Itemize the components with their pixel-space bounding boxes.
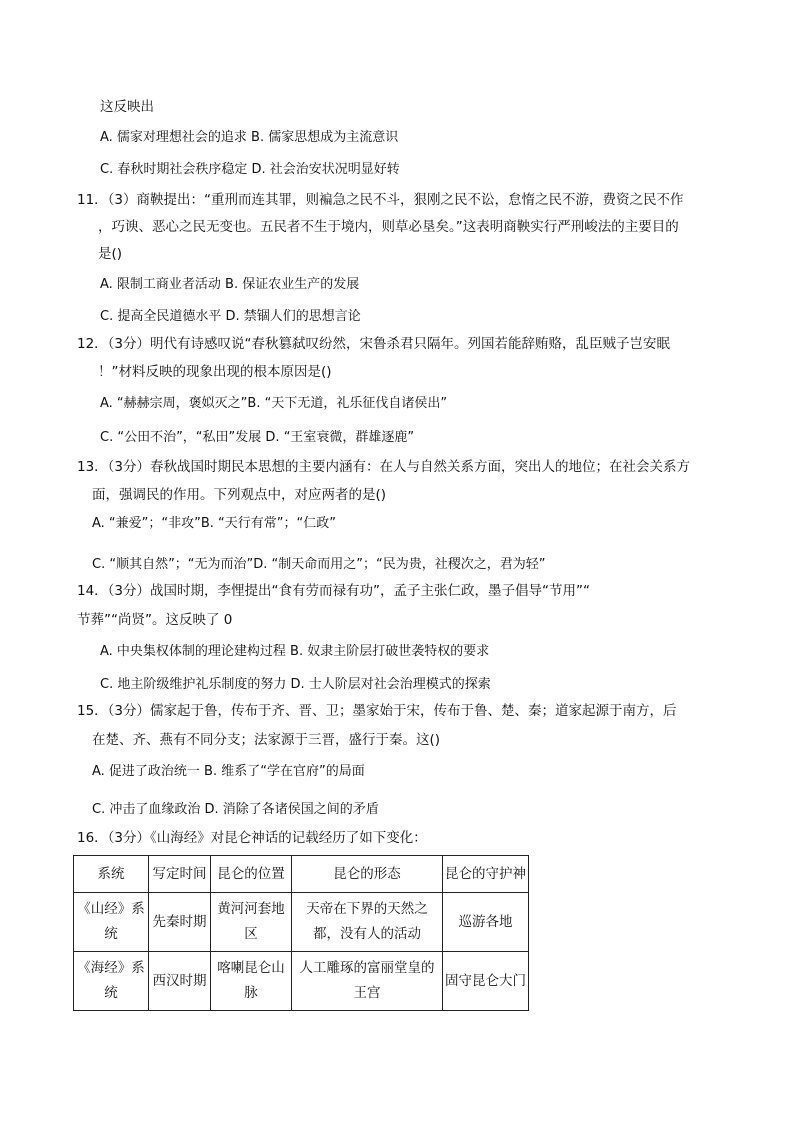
table-cell: 人工雕琢的富丽堂皇的王宫 <box>292 952 443 1011</box>
table-cell: 固守昆仑大门 <box>443 952 529 1011</box>
table-header-cell: 系统 <box>74 856 149 893</box>
q15-stem-line2: 在楚、齐、燕有不同分支；法家源于三晋，盛行于秦。这() <box>92 732 441 748</box>
q14-stem-line2: 节葬”“尚贤”。这反映了 0 <box>77 612 233 628</box>
table-cell: 西汉时期 <box>149 952 211 1011</box>
q11-stem-line3: 是() <box>98 246 123 262</box>
q10-options-ab: A. 儒家对理想社会的追求 B. 儒家思想成为主流意识 <box>100 130 399 145</box>
q12-stem-line1: 12．（3分）明代有诗感叹说“春秋篡弑叹纷然，宋鲁杀君只隔年。列国若能辞贿赂，乱臣贼子岂安眠 <box>77 336 671 352</box>
table-cell: 先秦时期 <box>149 893 211 952</box>
q15-options-cd: C. 冲击了血缘政治 D. 消除了各诸侯国之间的矛盾 <box>92 802 379 817</box>
kunlun-myth-table <box>73 855 529 1011</box>
table-cell: 巡游各地 <box>443 893 529 952</box>
table-header-cell: 昆仑的形态 <box>292 856 443 893</box>
table-header-cell: 昆仑的守护神 <box>443 856 529 893</box>
table-cell: 黄河河套地区 <box>211 893 292 952</box>
q11-options-ab: A. 限制工商业者活动 B. 保证农业生产的发展 <box>100 277 360 292</box>
q14-stem-line1: 14．（3分）战国时期，李悝提出“食有劳而禄有功”，孟子主张仁政，墨子倡导“节用”“ <box>77 583 590 599</box>
q12-stem-line2: ！”材料反映的现象出现的根本原因是() <box>98 364 332 380</box>
table-cell: 《山经》系统 <box>74 893 149 952</box>
table-cell: 《海经》系统 <box>74 952 149 1011</box>
table-header-cell: 昆仑的位置 <box>211 856 292 893</box>
q11-stem-line2: ，巧谀、恶心之民无变也。五民者不生于境内，则草必垦矣。”这表明商鞅实行严刑峻法的主要目的 <box>98 219 679 235</box>
table-header-cell: 写定时间 <box>149 856 211 893</box>
q16-stem-line1: 16．（3分）《山海经》对昆仑神话的记载经历了如下变化： <box>77 830 427 846</box>
table-row <box>74 893 529 952</box>
q11-stem-line1: 11．（3）商鞅提出：“重刑而连其罪，则褊急之民不斗，狠刚之民不讼，怠惰之民不游，费资之民不作 <box>77 192 684 208</box>
table-row <box>74 952 529 1011</box>
table-header-row <box>74 856 529 893</box>
q11-options-cd: C. 提高全民道德水平 D. 禁锢人们的思想言论 <box>100 309 361 324</box>
q12-options-cd: C. “公田不治”，“私田”发展 D. “王室衰微，群雄逐鹿” <box>100 430 415 445</box>
q15-stem-line1: 15．（3分）儒家起于鲁，传布于齐、晋、卫；墨家始于宋，传布于鲁、楚、秦；道家起源于南方，后 <box>77 703 677 719</box>
table-cell: 喀喇昆仑山脉 <box>211 952 292 1011</box>
q12-options-ab: A. “赫赫宗周，褒姒灭之”B. “天下无道，礼乐征伐自诸侯出” <box>100 396 448 411</box>
q13-options-ab: A. “兼爱”；“非攻”B. “天行有常”；“仁政” <box>92 516 336 531</box>
q14-options-cd: C. 地主阶级维护礼乐制度的努力 D. 士人阶层对社会治理模式的探索 <box>100 677 491 692</box>
table-cell: 天帝在下界的天然之都，没有人的活动 <box>292 893 443 952</box>
q15-options-ab: A. 促进了政治统一 B. 维系了“学在官府”的局面 <box>92 764 365 779</box>
q10-options-cd: C. 春秋时期社会秩序稳定 D. 社会治安状况明显好转 <box>100 162 400 177</box>
q14-options-ab: A. 中央集权体制的理论建构过程 B. 奴隶主阶层打破世袭特权的要求 <box>100 644 490 659</box>
q13-options-cd: C. “顺其自然”；“无为而治”D. “制天命而用之”；“民为贵，社稷次之，君为轻” <box>92 557 546 572</box>
q10-tail: 这反映出 <box>100 99 154 115</box>
q13-stem-line2: 面，强调民的作用。下列观点中，对应两者的是() <box>92 487 387 503</box>
q13-stem-line1: 13．（3分）春秋战国时期民本思想的主要内涵有：在人与自然关系方面，突出人的地位；在社会关系方 <box>77 459 691 475</box>
